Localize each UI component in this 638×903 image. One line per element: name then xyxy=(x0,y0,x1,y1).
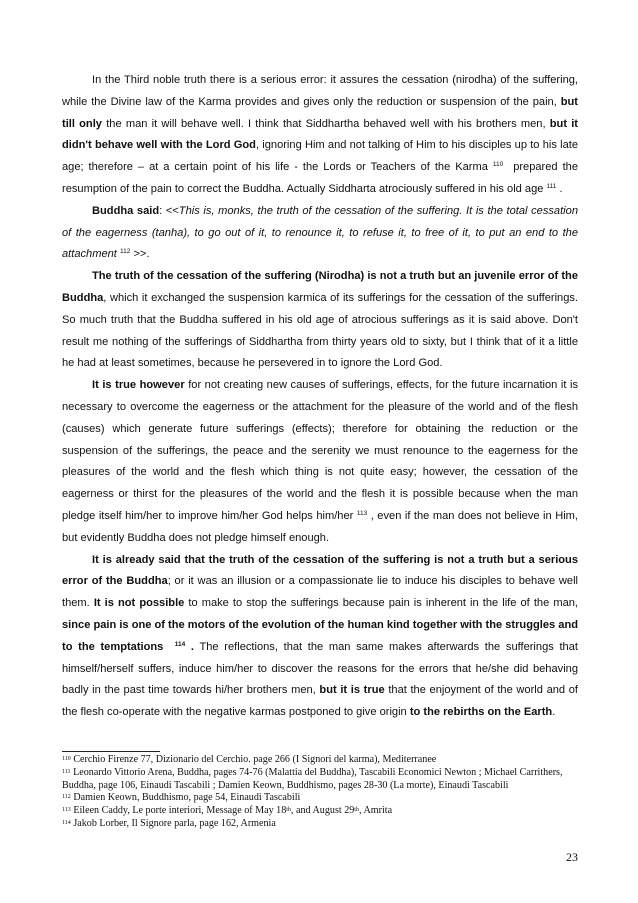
footnote-number: 113 xyxy=(62,807,71,814)
text-run: The reflections, that the man same makes afterwards the sufferings that himself/herself suffers, induce him/her to discover the reasons for the errors that he/she did behaving badly in the past time towards hi/her brothers men, xyxy=(62,640,578,697)
footnote-111 xyxy=(62,767,578,793)
page-number: 23 xyxy=(566,850,578,864)
emphasis: but it is true xyxy=(319,684,385,697)
text-run: , which it exchanged the suspension karmica of its sufferings for the cessation of the sufferings. So much truth that the Buddha suffered in his old age of atrocious sufferings as it is said above. Don't result me nothing of the sufferings of Siddhartha from thirty years old to sixty, but I think that of it a little he had at least sometimes, because he persevered in to ignore the Lord God. xyxy=(62,291,578,370)
footnote-text: Cerchio Firenze 77, Dizionario del Cerchio. page 266 (I Signori del karma), Mediterranee xyxy=(73,754,437,765)
text-run: >>. xyxy=(133,248,150,261)
text-run: ; or it was an illusion or a compassionate lie to induce his disciples to behave well them. xyxy=(62,575,579,610)
body-text xyxy=(62,70,578,724)
footnote-text: , Amrita xyxy=(358,805,393,817)
emphasis: . xyxy=(190,640,194,653)
text-run: that the enjoyment of the world and of the flesh co-operate with the negative karmas postponed to give origin xyxy=(62,684,578,719)
footnote-ref-111[interactable]: 111 xyxy=(546,182,557,190)
emphasis: to the rebirths on the Earth xyxy=(409,706,553,719)
footnotes xyxy=(62,754,578,831)
quotation: This is, monks, the truth of the cessation of the suffering. It is the total cessation of the eagerness (tanha), to go out of it, to renounce it, to refuse it, to free of it, to put an end to the attachment xyxy=(62,204,578,261)
emphasis: but till only xyxy=(62,95,578,130)
footnote-ref-112[interactable]: 112 xyxy=(119,248,131,256)
emphasis: It is true however xyxy=(92,379,185,392)
text-run: . xyxy=(552,706,556,719)
emphasis: since pain is one of the motors of the evolution of the human kind together with the struggles and to the temptations xyxy=(62,618,578,653)
paragraph-truth-of-cessation xyxy=(62,266,578,375)
text-run: the man it will behave well. I think that Siddhartha behaved well with his brothers men, xyxy=(106,117,546,130)
footnote-ref-113[interactable]: 113 xyxy=(356,509,368,517)
footnote-ref-114[interactable]: 114 xyxy=(174,640,186,648)
emphasis: It is not possible xyxy=(93,597,185,610)
paragraph-already-said xyxy=(62,550,578,724)
emphasis: but it didn't behave well with the Lord God xyxy=(62,117,579,152)
text-run: In the Third noble truth there is a serious error: it assures the cessation (nirodha) of the suffering, while the Divine law of the Karma provides and gives only the reduction or suspension of the pain, xyxy=(62,74,578,108)
emphasis: It is already said that the truth of the cessation of the suffering is not a truth but a serious error of the Buddha xyxy=(62,553,578,588)
footnote-text: Jakob Lorber, Il Signore parla, page 162, Armenia xyxy=(73,817,276,829)
footnote-113 xyxy=(62,805,578,818)
text-run: to make to stop the sufferings because pain is inherent in the life of the man, xyxy=(188,597,578,610)
footnote-ref-110[interactable]: 110 xyxy=(492,161,504,169)
footnote-number: 112 xyxy=(62,794,71,801)
ordinal-suffix: th xyxy=(354,807,359,814)
ordinal-suffix: th xyxy=(286,807,291,814)
footnote-number: 111 xyxy=(62,768,71,775)
text-run: : << xyxy=(159,204,179,217)
footnote-text: Eileen Caddy, Le porte interiori, Message of May 18 xyxy=(73,805,287,817)
footnote-112 xyxy=(62,792,578,805)
text-run: , ignoring Him and not talking of Him to his disciples up to his late age; therefore – at a certain point of his life - the Lords or Teachers of the Karma xyxy=(62,139,578,174)
footnote-text: Damien Keown, Buddhismo, page 54, Einaudi Tascabili xyxy=(73,792,301,804)
paragraph-third-noble-truth xyxy=(62,70,578,201)
text-run: . xyxy=(559,182,563,195)
footnote-text: Leonardo Vittorio Arena, Buddha, pages 74-76 (Malattia del Buddha), Tascabili Economici Newton ; Michael Carrithers, Buddha, page 106, Einaudi Tascabili ; Damien Keown, Buddhismo, pages 28-30 (La morte), Einaudi Tascabili xyxy=(62,766,563,791)
footnote-110 xyxy=(62,754,578,767)
emphasis: The truth of the cessation of the suffering (Nirodha) is not a truth but an juvenile error of the Buddha xyxy=(62,270,578,304)
footnote-text: , and August 29 xyxy=(290,805,355,817)
footnote-number: 114 xyxy=(62,819,71,826)
paragraph-buddha-said xyxy=(62,201,578,266)
emphasis: Buddha said xyxy=(92,204,160,217)
text-run: for not creating new causes of sufferings, effects, for the future incarnation it is necessary to overcome the eagerness or the attachment for the pleasure of the world and of the flesh (causes) which generate future sufferings (effects); therefore for obtaining the reduction or the suspension of the sufferings, the peace and the serenity we must renounce to the eagerness for the pleasures of the world and the flesh which thing is not quite easy; however, the cessation of the eagerness or thirst for the pleasures of the world and the flesh it is possible because when the man pledge itself him/her to improve him/her God helps him/her xyxy=(62,379,578,522)
paragraph-it-is-true-however xyxy=(62,375,578,549)
footnote-number: 110 xyxy=(62,756,71,762)
footnote-114 xyxy=(62,818,578,831)
footnote-separator xyxy=(62,751,160,752)
text-run: , even if the man does not believe in Him, but evidently Buddha does not pledge himself enough. xyxy=(62,509,578,544)
text-run: prepared the resumption of the pain to correct the Buddha. Actually Siddharta atrociously suffered in his old age xyxy=(62,161,578,195)
